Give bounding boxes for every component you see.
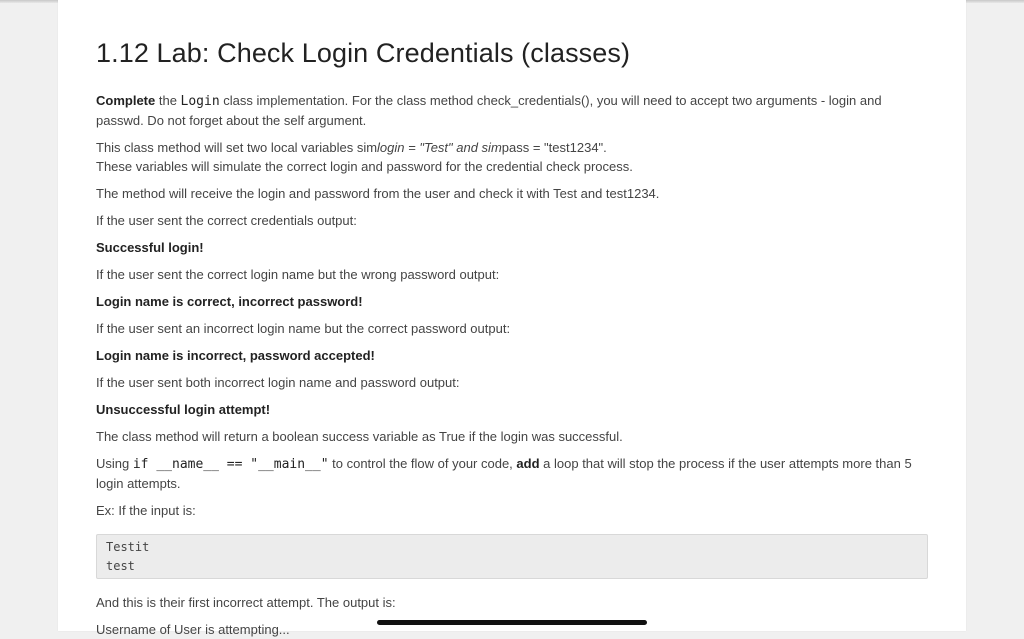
example-intro: Ex: If the input is:: [96, 503, 196, 518]
variables-text-b: pass = "test1234".: [501, 140, 607, 155]
successful-login-output: Successful login!: [96, 240, 204, 255]
unsuccessful-login-output: Unsuccessful login attempt!: [96, 402, 271, 417]
loop-paragraph: [96, 454, 928, 493]
intro-paragraph: [96, 91, 928, 130]
intro-text-a: the: [155, 93, 181, 108]
wrong-login-text: If the user sent an incorrect login name but the correct password output:: [96, 321, 511, 336]
variables-paragraph: [96, 138, 928, 176]
lab-instructions: [96, 91, 928, 636]
method-paragraph: The method will receive the login and password from the user and check it with Test and test1234.: [96, 186, 660, 201]
variables-text-c: These variables will simulate the correct login and password for the credential check process.: [96, 159, 633, 174]
main-guard-code: if __name__ == "__main__": [132, 457, 329, 472]
correct-credentials-text: If the user sent the correct credentials output:: [96, 213, 357, 228]
home-indicator-bar[interactable]: [377, 620, 647, 625]
intro-text-b: class implementation. For the class method check_credentials(), you will need to accept two arguments - login and passwd. Do not forget about the self argument.: [96, 93, 882, 128]
loop-bold: add: [516, 456, 540, 471]
loop-text-a: Using: [96, 456, 133, 471]
page-title: 1.12 Lab: Check Login Credentials (classes): [96, 38, 631, 68]
lab-page: [58, 0, 966, 637]
intro-bold: Complete: [96, 93, 156, 108]
loop-text-c: a loop that will stop the process if the user attempts more than 5 login attempts.: [96, 456, 912, 491]
output-intro: And this is their first incorrect attempt. The output is:: [96, 595, 396, 610]
partial-output-line: Username of User is attempting...: [96, 622, 290, 637]
both-incorrect-text: If the user sent both incorrect login name and password output:: [96, 375, 460, 390]
example-input-line-1: Testit: [106, 540, 150, 554]
example-input-block: [96, 534, 928, 579]
loop-text-b: to control the flow of your code,: [328, 456, 517, 471]
login-class-code: Login: [180, 94, 220, 109]
return-value-text: The class method will return a boolean success variable as True if the login was successful.: [96, 429, 623, 444]
variables-text-italic: login = "Test" and sim: [377, 140, 502, 155]
variables-text-a: This class method will set two local variables sim: [96, 140, 378, 155]
wrong-password-text: If the user sent the correct login name but the wrong password output:: [96, 267, 500, 282]
password-accepted-output: Login name is incorrect, password accepted!: [96, 348, 375, 363]
incorrect-password-output: Login name is correct, incorrect password!: [96, 294, 363, 309]
example-input-line-2: test: [106, 559, 135, 573]
